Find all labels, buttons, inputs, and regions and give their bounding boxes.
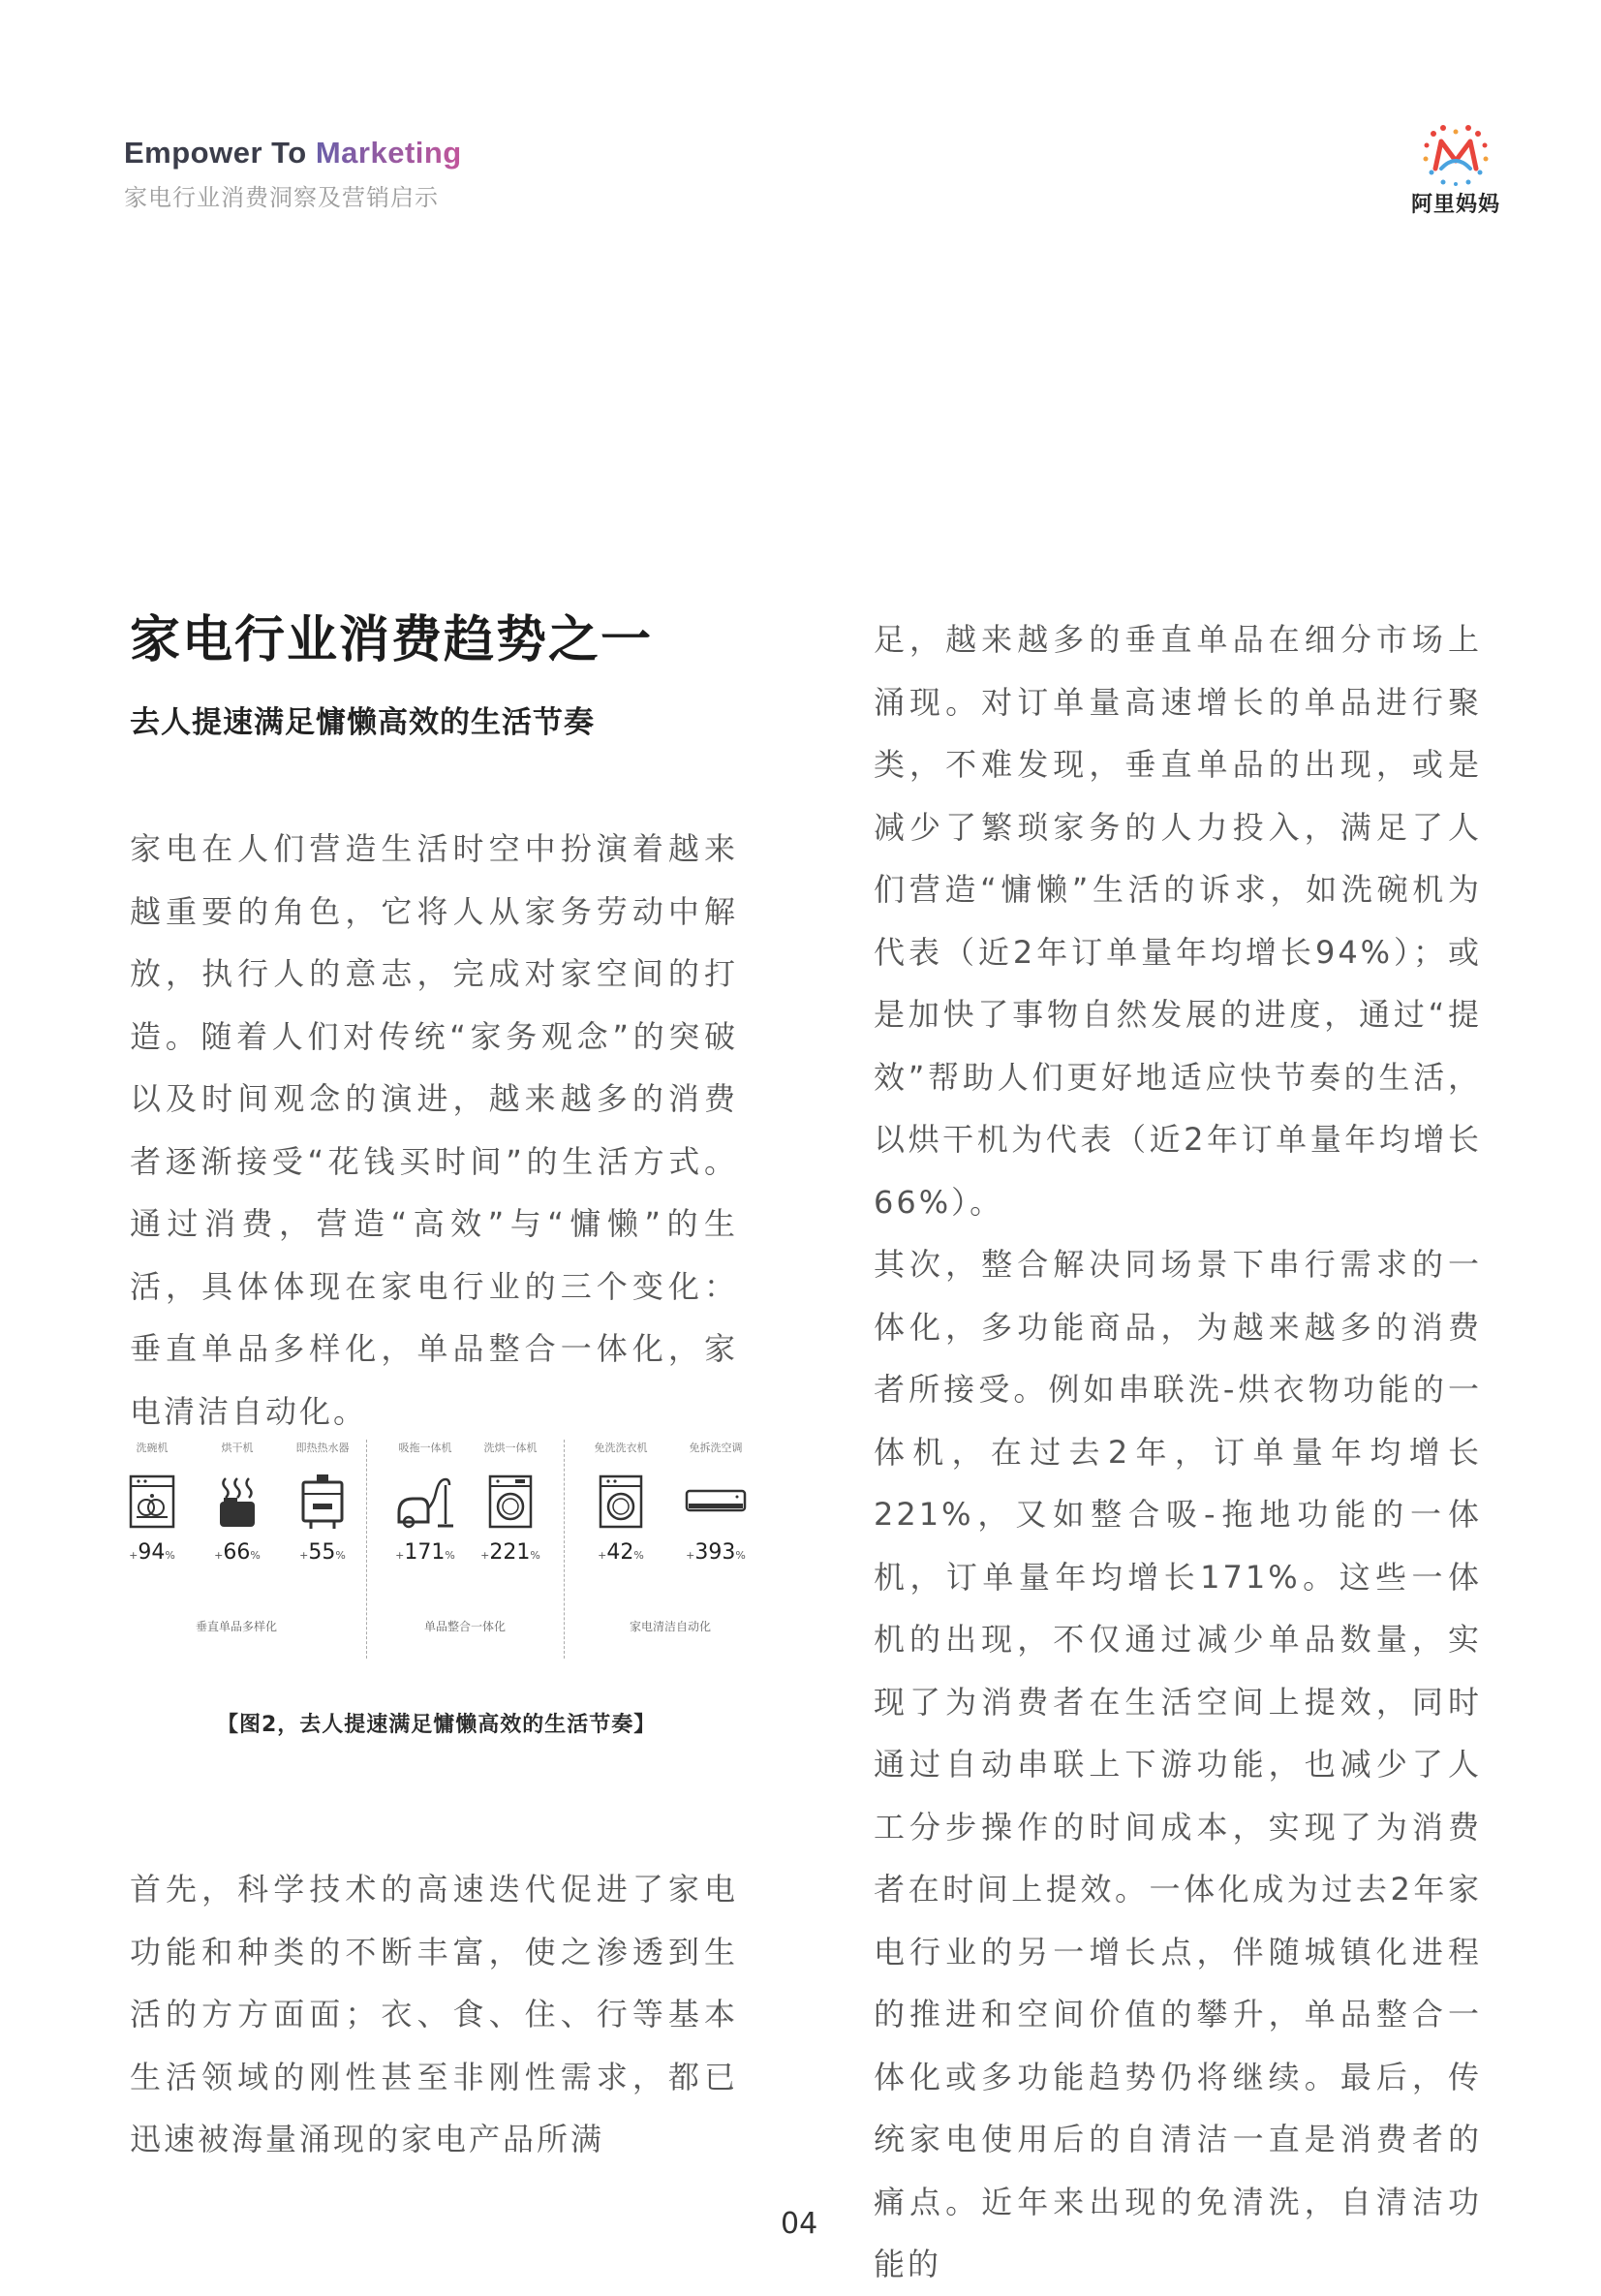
figure-item-washer-dryer — [467, 1440, 554, 1565]
figure-caption: 【图2，去人提速满足慵懒高效的生活节奏】 — [217, 1713, 657, 1737]
section-title: 家电行业消费趋势之一 — [130, 611, 654, 669]
washing-machine-icon — [577, 1471, 664, 1533]
air-conditioner-icon — [672, 1471, 759, 1533]
brand-accent: Marketing — [315, 136, 462, 170]
figure-divider — [366, 1440, 367, 1659]
figure-item-value: +55% — [299, 1540, 346, 1565]
alimama-logo — [1402, 124, 1509, 231]
figure-item-label: 洗碗机 — [136, 1442, 169, 1454]
figure-item-dishwasher — [108, 1440, 196, 1565]
figure-divider — [564, 1440, 565, 1659]
figure-item-label: 免拆洗空调 — [689, 1442, 743, 1454]
paragraph-second: 其次，整合解决同场景下串行需求的一体化，多功能商品，为越来越多的消费者所接受。例如串联洗-烘衣物功能的一体机，在过去2年，订单量年均增长221%，又如整合吸-拖地功能的一体机，订单量年均增长171%。这些一体机的出现，不仅通过减少单品数量，实现了为消费者在生活空间上提效，同时通过自动串联上下游功能，也减少了人工分步操作的时间成本，实现了为消费者在时间上提效。一体化成为过去2年家电行业的另一增长点，伴随城镇化进程的推进和空间价值的攀升，单品整合一体化或多功能趋势仍将继续。最后，传统家电使用后的自清洁一直是消费者的痛点。近年来出现的免清洗，自清洁功能的 — [874, 1246, 1482, 2282]
washer-dryer-icon — [467, 1471, 554, 1533]
figure-item-label: 即热热水器 — [295, 1442, 350, 1454]
paragraph-continued: 足，越来越多的垂直单品在细分市场上涌现。对订单量高速增长的单品进行聚类，不难发现，垂直单品的出现，或是减少了繁琐家务的人力投入，满足了人们营造“慵懒”生活的诉求，如洗碗机为代表（近2年订单量年均增长94%）；或是加快了事物自然发展的进度，通过“提效”帮助人们更好地适应快节奏的生活，以烘干机为代表（近2年订单量年均增长66%）。 — [874, 621, 1482, 1221]
figure-item-label: 免洗洗衣机 — [594, 1442, 648, 1454]
alimama-logo-icon — [1422, 124, 1490, 186]
figure-group-label: 垂直单品多样化 — [195, 1620, 277, 1633]
figure-item-label: 烘干机 — [221, 1442, 254, 1454]
figure-item-vacuum — [382, 1440, 469, 1565]
brand-subtitle: 家电行业消费洞察及营销启示 — [124, 184, 439, 211]
brand-title — [124, 136, 462, 171]
figure-item-dryer — [194, 1440, 281, 1565]
figure-item-label: 吸拖一体机 — [398, 1442, 452, 1454]
figure-group-label: 单品整合一体化 — [423, 1620, 506, 1633]
figure-item-value: +221% — [480, 1540, 540, 1565]
brand-prefix: Empower To — [124, 136, 316, 170]
dishwasher-icon — [108, 1471, 196, 1533]
figure-item-value: +66% — [214, 1540, 261, 1565]
figure-item-value: +94% — [129, 1540, 175, 1565]
section-subtitle: 去人提速满足慵懒高效的生活节奏 — [130, 705, 595, 740]
paragraph-intro: 家电在人们营造生活时空中扮演着越来越重要的角色，它将人从家务劳动中解放，执行人的意志，完成对家空间的打造。随着人们对传统“家务观念”的突破以及时间观念的演进，越来越多的消费者逐渐接受“花钱买时间”的生活方式。通过消费，营造“高效”与“慵懒”的生活，具体体现在家电行业的三个变化：垂直单品多样化，单品整合一体化，家电清洁自动化。 — [130, 830, 738, 1430]
figure-item-value: +171% — [395, 1540, 455, 1565]
vacuum-icon — [382, 1471, 469, 1533]
figure-item-water-heater — [279, 1440, 366, 1565]
figure-group-label: 家电清洁自动化 — [629, 1620, 711, 1633]
dryer-icon — [194, 1471, 281, 1533]
figure-item-value: +393% — [686, 1540, 746, 1565]
figure-item-value: +42% — [598, 1540, 644, 1565]
logo-text: 阿里妈妈 — [1410, 193, 1500, 217]
figure-appliance-growth — [108, 1440, 767, 1659]
water-heater-icon — [279, 1471, 366, 1533]
figure-item-label: 洗烘一体机 — [483, 1442, 538, 1454]
page-number: 04 — [781, 2207, 818, 2241]
figure-item-air-conditioner — [672, 1440, 759, 1565]
figure-item-washing-machine — [577, 1440, 664, 1565]
paragraph-first: 首先，科学技术的高速迭代促进了家电功能和种类的不断丰富，使之渗透到生活的方方面面；衣、食、住、行等基本生活领域的刚性甚至非刚性需求，都已迅速被海量涌现的家电产品所满 — [130, 1871, 738, 2157]
